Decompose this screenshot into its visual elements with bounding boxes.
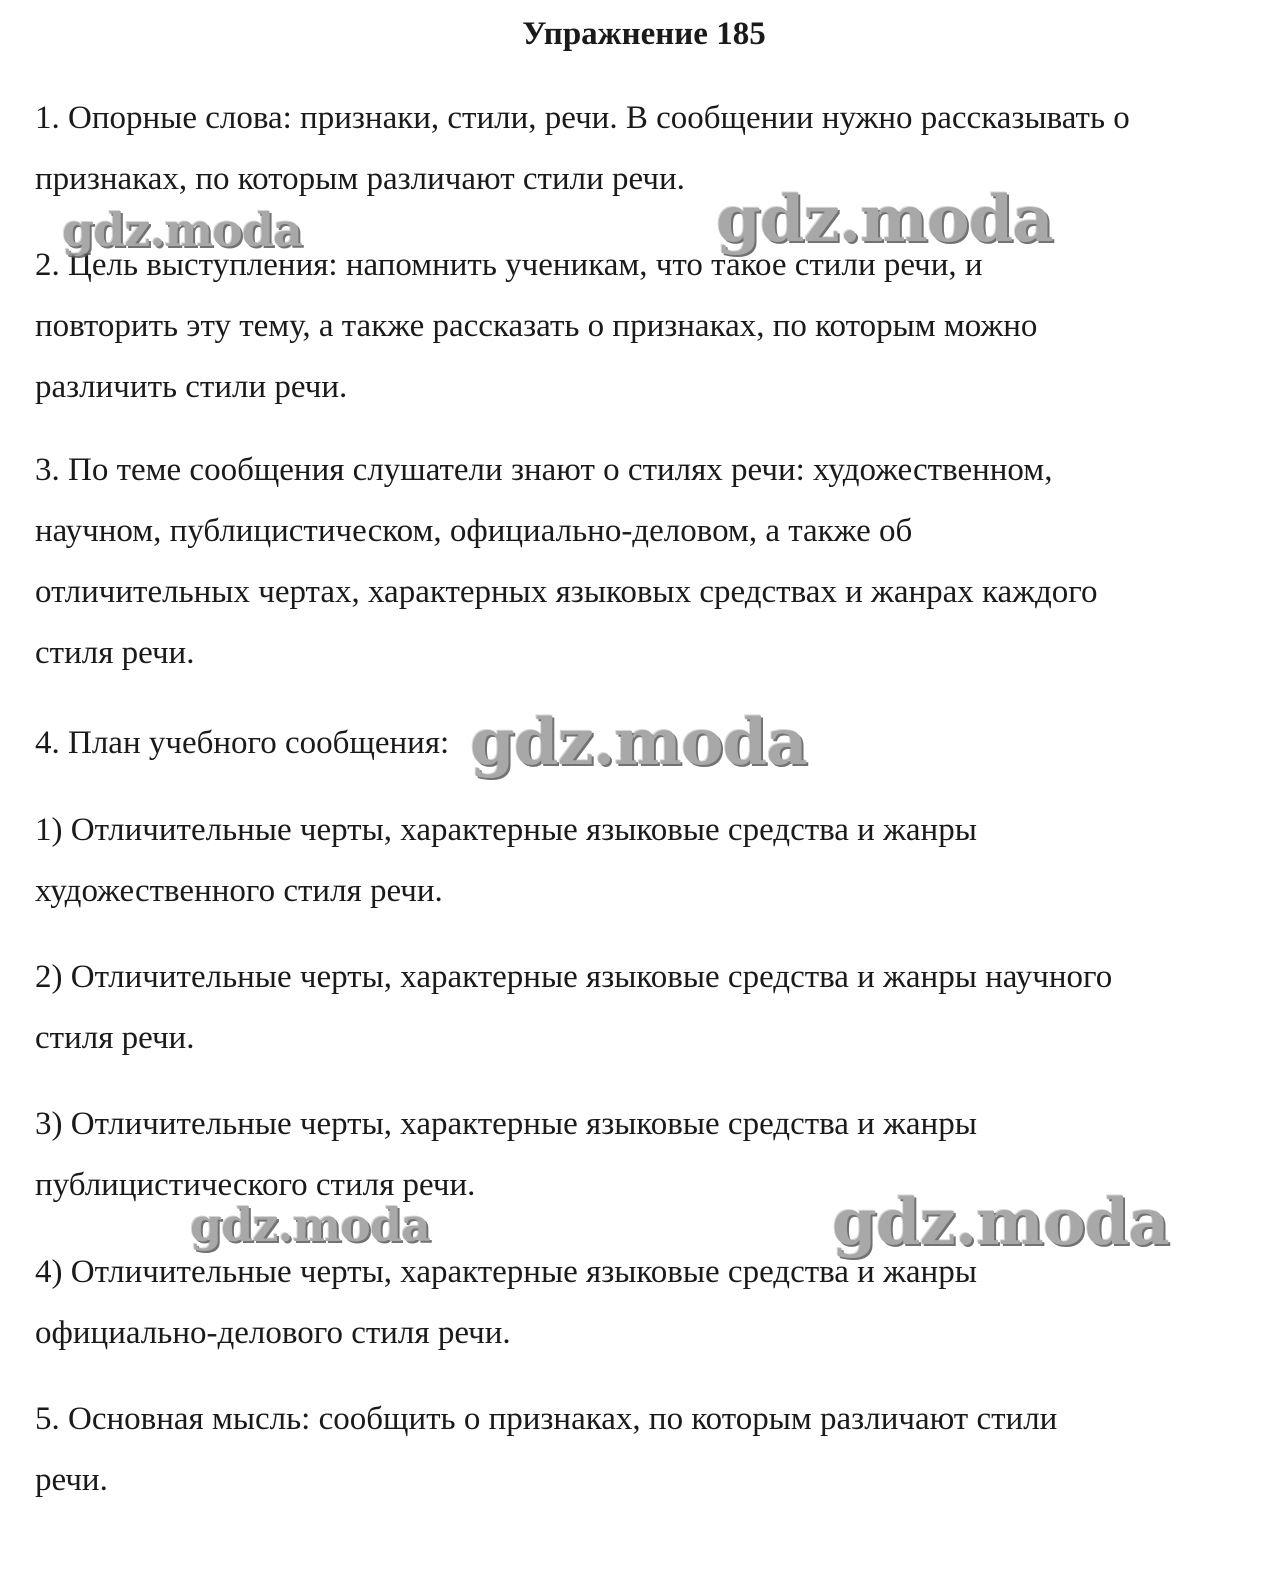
watermark: gdz.moda: [470, 705, 807, 780]
paragraph-line: научном, публицистическом, официально-деловом, а также об: [35, 513, 913, 549]
paragraph-line: признаках, по которым различают стили речи.: [35, 161, 685, 197]
paragraph-1: [35, 88, 1240, 210]
plan-item-4: [35, 1242, 1240, 1364]
paragraph-line: повторить эту тему, а также рассказать о признаках, по которым можно: [35, 308, 1038, 344]
paragraph-line: различить стили речи.: [35, 369, 348, 405]
paragraph-4: [35, 713, 1240, 774]
paragraph-line: художественного стиля речи.: [35, 873, 443, 909]
paragraph-line: 2. Цель выступления: напомнить ученикам, что такое стили речи, и: [35, 247, 983, 283]
paragraph-3: [35, 440, 1240, 684]
paragraph-line: 4) Отличительные черты, характерные языковые средства и жанры: [35, 1254, 977, 1290]
watermark: gdz.moda: [832, 1185, 1169, 1260]
paragraph-line: речи.: [35, 1462, 108, 1498]
paragraph-line: публицистического стиля речи.: [35, 1167, 476, 1203]
paragraph-line: 3) Отличительные черты, характерные языковые средства и жанры: [35, 1106, 977, 1142]
exercise-title: Упражнение 185: [522, 16, 766, 52]
paragraph-line: отличительных чертах, характерных языковых средствах и жанрах каждого: [35, 574, 1098, 610]
paragraph-line: стиля речи.: [35, 635, 195, 671]
paragraph-line: 4. План учебного сообщения:: [35, 725, 450, 761]
paragraph-line: стиля речи.: [35, 1020, 195, 1056]
paragraph-line: 5. Основная мысль: сообщить о признаках, по которым различают стили: [35, 1401, 1058, 1437]
plan-item-1: [35, 800, 1240, 922]
plan-item-2: [35, 947, 1240, 1069]
watermark: gdz.moda: [62, 203, 302, 257]
watermark: gdz.moda: [190, 1198, 430, 1252]
paragraph-line: официально-делового стиля речи.: [35, 1315, 511, 1351]
paragraph-line: 1) Отличительные черты, характерные языковые средства и жанры: [35, 812, 977, 848]
paragraph-2: [35, 235, 1240, 418]
watermark: gdz.moda: [716, 182, 1053, 257]
paragraph-line: 3. По теме сообщения слушатели знают о стилях речи: художественном,: [35, 452, 1053, 488]
paragraph-5: [35, 1389, 1240, 1511]
paragraph-line: 2) Отличительные черты, характерные языковые средства и жанры научного: [35, 959, 1113, 995]
plan-item-3: [35, 1094, 1240, 1216]
paragraph-line: 1. Опорные слова: признаки, стили, речи. В сообщении нужно рассказывать о: [35, 100, 1130, 136]
